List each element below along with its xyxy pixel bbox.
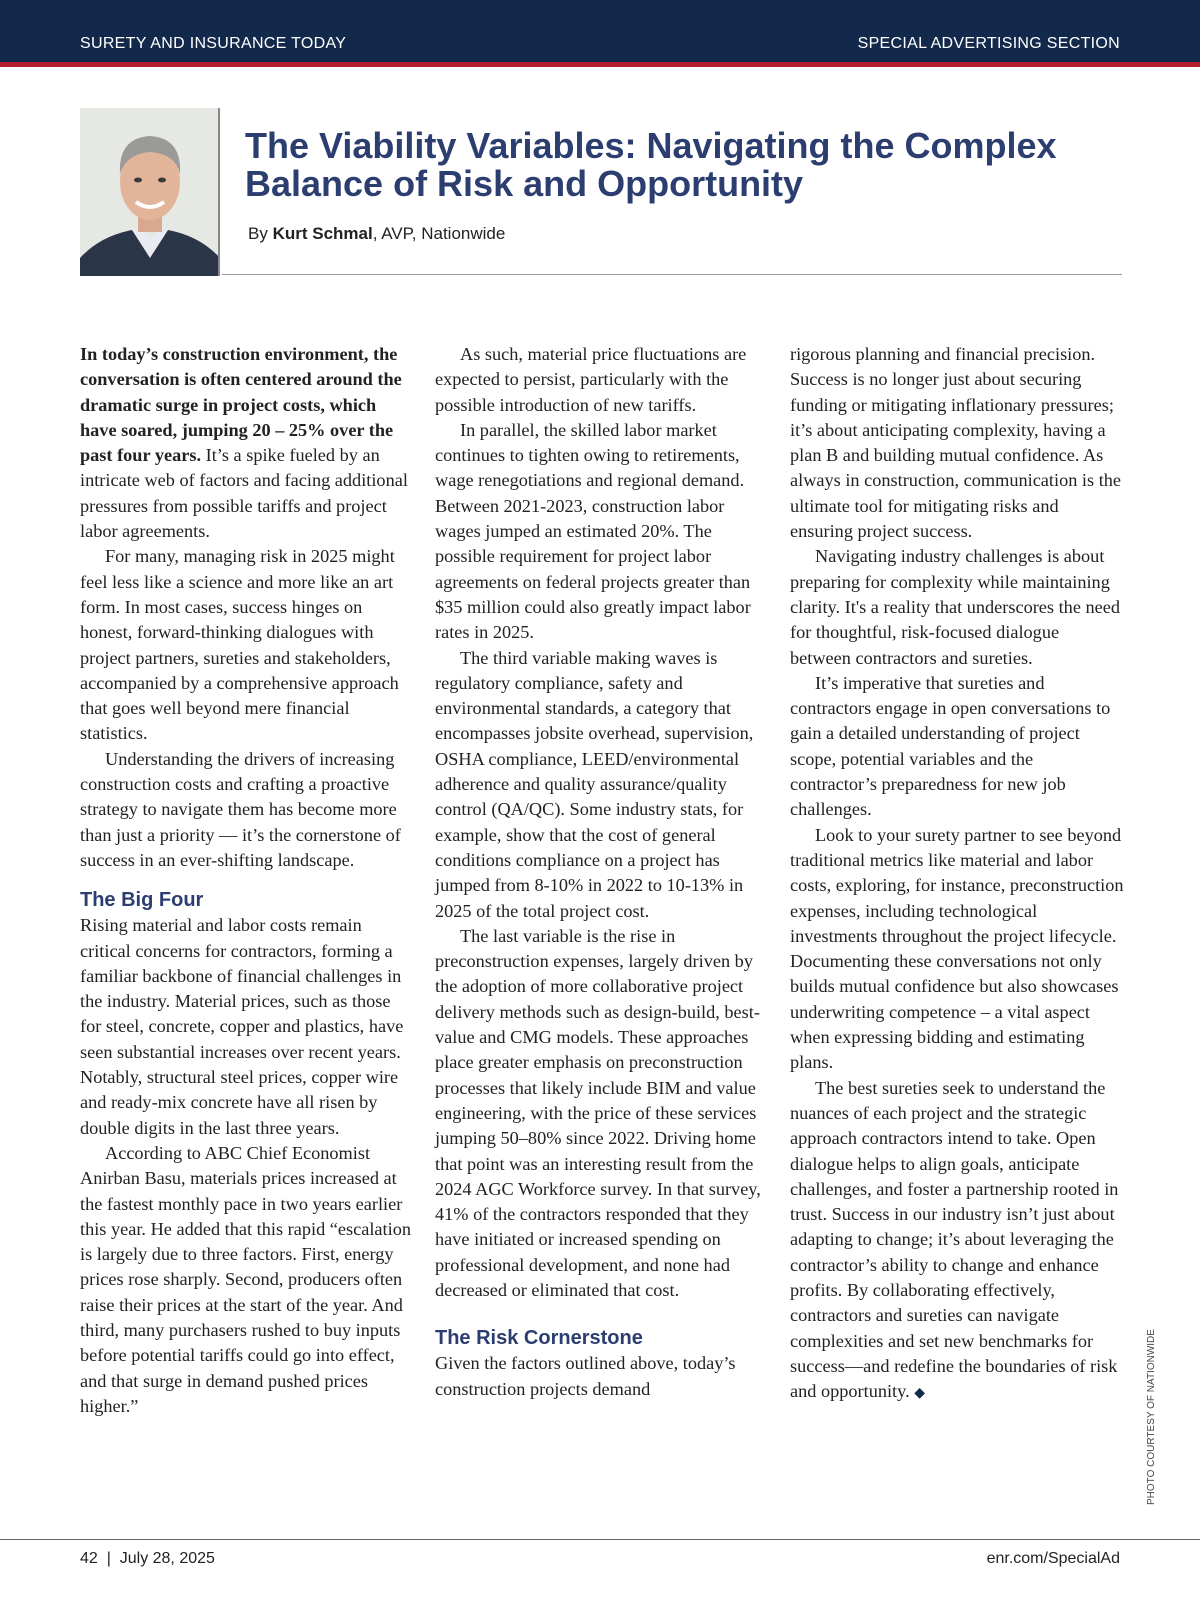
paragraph: Rising material and labor costs remain critical concerns for contractors, forming a familiar backbone of financial challenges in the industry. Material prices, such as those for steel, concrete, copper and plastics, have seen substantial increases over recent years. Notably, structural steel prices, copper wire and ready-mix concrete have all risen by double digits in the last three years. xyxy=(80,915,404,1138)
byline xyxy=(248,224,505,244)
paragraph: The third variable making waves is regulatory compliance, safety and environmental standards, a category that encompasses jobsite overhead, supervision, OSHA compliance, LEED/environmental adherence and quality assurance/quality control (QA/QC). Some industry stats, for example, show that the cost of general conditions compliance on a project has jumped from 8-10% in 2022 to 10-13% in 2025 of the total project cost. xyxy=(435,647,754,921)
publication-name: SURETY AND INSURANCE TODAY xyxy=(80,35,347,52)
paragraph: As such, material price fluctuations are expected to persist, particularly with the possible introduction of new tariffs. xyxy=(435,344,747,415)
paragraph: In parallel, the skilled labor market continues to tighten owing to retirements, wage renegotiations and regional demand. Between 2021-2023, construction labor wages jumped an estimated 20%. The possible requirement for project labor agreements on federal projects greater than $35 million could also greatly impact labor rates in 2025. xyxy=(435,419,751,643)
end-of-article-mark: ◆ xyxy=(914,1386,926,1402)
article-column-3 xyxy=(790,342,1124,1406)
paragraph: Given the factors outlined above, today’s construction projects demand xyxy=(435,1353,736,1399)
byline-prefix: By xyxy=(248,224,273,243)
author-photo xyxy=(80,108,220,276)
paragraph: Understanding the drivers of increasing construction costs and crafting a proactive strategy to navigate them has become more than just a priority — it’s the cornerstone of success in an ever-shifting landscape. xyxy=(80,748,401,870)
article-column-1 xyxy=(80,342,414,1419)
lead-paragraph xyxy=(80,342,414,544)
author-role: , AVP, Nationwide xyxy=(372,224,506,243)
footer-divider xyxy=(0,1539,1200,1540)
lead-bold-text: In today’s construction environment, the conversation is often centered around the dramatic surge in project costs, which have soared, jumping 20 – 25% over the past four years. xyxy=(80,344,402,466)
author-name: Kurt Schmal xyxy=(272,224,373,243)
article-column-2 xyxy=(435,342,769,1402)
paragraph: The last variable is the rise in preconstruction expenses, largely driven by the adoption of more collaborative project delivery methods such as design-build, best-value and CMG models. These approaches place greater emphasis on preconstruction processes that likely include BIM and value engineering, with the price of these services jumping 50–80% since 2022. Driving home that point was an interesting result from the 2024 AGC Workforce survey. In that survey, 41% of the contractors responded that they have initiated or increased spending on professional development, and none had decreased or eliminated that cost. xyxy=(435,925,761,1300)
paragraph: According to ABC Chief Economist Anirban Basu, materials prices increased at the fastest monthly pace in two years earlier this year. He added that this rapid “escalation is largely due to three factors. First, energy prices rose sharply. Second, producers often raise their prices at the start of the year. And third, many purchasers rushed to buy inputs before potential tariffs could go into effect, and that surge in demand pushed prices higher.” xyxy=(80,1142,411,1416)
paragraph: Look to your surety partner to see beyond traditional metrics like material and labor costs, exploring, for instance, preconstruction expenses, including technological investments throughout the project lifecycle. Documenting these conversations not only builds mutual confidence but also showcases underwriting competence – a vital aspect when expressing bidding and estimating plans. xyxy=(790,824,1124,1073)
lead-rest-text: It’s a spike fueled by an intricate web of factors and facing additional pressures from possible tariffs and project labor agreements. xyxy=(80,445,408,542)
section-label: SPECIAL ADVERTISING SECTION xyxy=(857,35,1120,52)
header-divider xyxy=(222,274,1122,275)
paragraph: rigorous planning and financial precision. Success is no longer just about securing funding or mitigating inflationary pressures; it’s about anticipating complexity, having a plan B and building mutual confidence. As always in construction, communication is the ultimate tool for mitigating risks and ensuring project success. xyxy=(790,344,1122,542)
section-heading-big-four: The Big Four xyxy=(80,889,204,912)
paragraph: It’s imperative that sureties and contractors engage in open conversations to gain a detailed understanding of project scope, potential variables and the contractor’s preparedness for new job challenges. xyxy=(790,672,1111,820)
footer-url: enr.com/SpecialAd xyxy=(986,1550,1120,1567)
publication-header-bar xyxy=(0,0,1200,62)
closing-paragraph-text: The best sureties seek to understand the nuances of each project and the strategic approach contractors intend to take. Open dialogue helps to align goals, anticipate challenges, and foster a partnership rooted in trust. Success in our industry isn’t just about adapting to change; it’s about leveraging the contractor’s ability to change and enhance profits. By collaborating effectively, contractors and sureties can navigate complexities and set new benchmarks for success—and redefine the boundaries of risk and opportunity. xyxy=(790,1077,1119,1402)
paragraph: Navigating industry challenges is about preparing for complexity while maintaining clarity. It's a reality that underscores the need for thoughtful, risk-focused dialogue between contractors and sureties. xyxy=(790,546,1121,668)
header-accent-line xyxy=(0,62,1200,67)
page-number-and-date: 42 | July 28, 2025 xyxy=(80,1550,215,1567)
article-title: The Viability Variables: Navigating the Complex Balance of Risk and Opportunity xyxy=(245,125,1057,204)
paragraph xyxy=(790,1076,1124,1407)
section-heading-risk-cornerstone: The Risk Cornerstone xyxy=(435,1327,643,1350)
photo-credit: PHOTO COURTESY OF NATIONWIDE xyxy=(1146,1329,1157,1505)
paragraph: For many, managing risk in 2025 might feel less like a science and more like an art form. In most cases, success hinges on honest, forward-thinking dialogues with project partners, sureties and stakeholders, accompanied by a comprehensive approach that goes well beyond mere financial statistics. xyxy=(80,546,399,744)
